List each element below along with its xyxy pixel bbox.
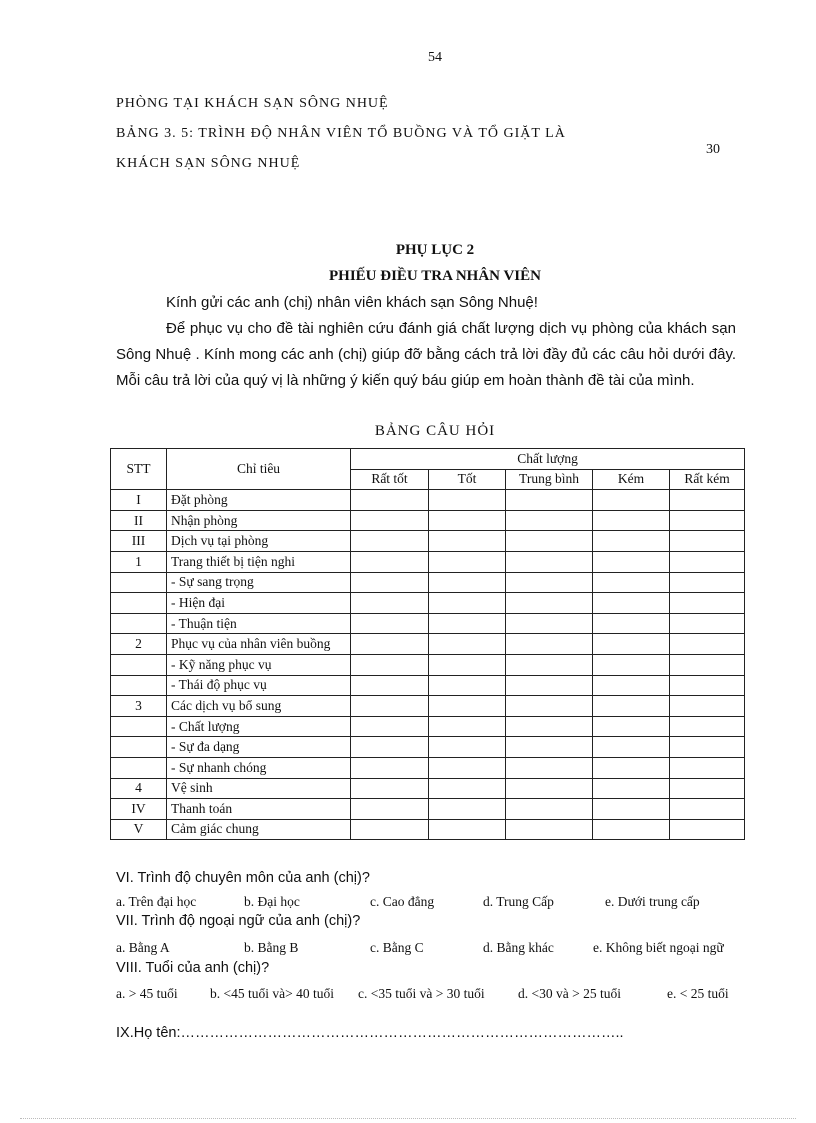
table-row (111, 613, 745, 634)
rating-cell[interactable] (670, 737, 745, 758)
header-quality: Chất lượng (351, 449, 745, 470)
row-criteria: - Sự đa dạng (167, 737, 351, 758)
rating-cell[interactable] (429, 613, 506, 634)
row-stt (111, 675, 167, 696)
row-criteria: Phục vụ của nhân viên buồng (167, 634, 351, 655)
rating-cell[interactable] (593, 778, 670, 799)
option[interactable]: b. <45 tuổi và> 40 tuổi (210, 986, 334, 1001)
row-stt: 2 (111, 634, 167, 655)
option[interactable]: d. Bằng khác (483, 940, 554, 955)
rating-cell[interactable] (506, 696, 593, 717)
row-criteria: - Sự nhanh chóng (167, 757, 351, 778)
option[interactable]: b. Đại học (244, 894, 300, 909)
rating-cell[interactable] (506, 716, 593, 737)
row-criteria: - Thuận tiện (167, 613, 351, 634)
table-row (111, 593, 745, 614)
rating-cell[interactable] (670, 696, 745, 717)
row-stt (111, 654, 167, 675)
rating-cell[interactable] (593, 819, 670, 840)
row-criteria: Đặt phòng (167, 490, 351, 511)
header-criteria: Chỉ tiêu (167, 449, 351, 490)
table-row (111, 757, 745, 778)
rating-cell[interactable] (670, 799, 745, 820)
rating-cell[interactable] (351, 572, 429, 593)
rating-cell[interactable] (593, 572, 670, 593)
table-row (111, 551, 745, 572)
name-field[interactable]: IX.Họ tên:……………………………………………………………………………….. (116, 1025, 624, 1041)
option[interactable]: a. > 45 tuổi (116, 986, 178, 1001)
question-6-options (0, 894, 816, 914)
row-criteria: Trang thiết bị tiện nghi (167, 551, 351, 572)
rating-cell[interactable] (593, 799, 670, 820)
rating-cell[interactable] (670, 613, 745, 634)
rating-cell[interactable] (506, 490, 593, 511)
rating-cell[interactable] (429, 757, 506, 778)
rating-cell[interactable] (670, 572, 745, 593)
rating-cell[interactable] (506, 778, 593, 799)
rating-cell[interactable] (429, 675, 506, 696)
row-criteria: Các dịch vụ bổ sung (167, 696, 351, 717)
rating-cell[interactable] (429, 778, 506, 799)
header-rating: Rất kém (670, 469, 745, 490)
row-criteria: Dịch vụ tại phòng (167, 531, 351, 552)
table-row (111, 799, 745, 820)
table-row (111, 819, 745, 840)
rating-cell[interactable] (506, 613, 593, 634)
toc-line-2: BẢNG 3. 5: TRÌNH ĐỘ NHÂN VIÊN TỔ BUỒNG VÀ TỔ GIẶT LÀ (116, 126, 566, 141)
rating-cell[interactable] (670, 716, 745, 737)
table-row (111, 490, 745, 511)
rating-cell[interactable] (670, 675, 745, 696)
row-stt: III (111, 531, 167, 552)
rating-cell[interactable] (670, 778, 745, 799)
option[interactable]: b. Bằng B (244, 940, 299, 955)
row-criteria: Nhận phòng (167, 510, 351, 531)
row-criteria: - Chất lượng (167, 716, 351, 737)
header-rating: Rất tốt (351, 469, 429, 490)
option[interactable]: c. <35 tuổi và > 30 tuổi (358, 986, 485, 1001)
rating-cell[interactable] (506, 593, 593, 614)
rating-cell[interactable] (593, 716, 670, 737)
rating-cell[interactable] (506, 531, 593, 552)
table-row (111, 654, 745, 675)
page-number: 54 (428, 50, 442, 65)
option[interactable]: a. Bằng A (116, 940, 170, 955)
toc-line-3: KHÁCH SẠN SÔNG NHUỆ (116, 156, 301, 171)
question-8-options (0, 986, 816, 1006)
rating-cell[interactable] (670, 531, 745, 552)
rating-cell[interactable] (351, 675, 429, 696)
rating-cell[interactable] (506, 799, 593, 820)
table-row (111, 675, 745, 696)
option[interactable]: e. Không biết ngoại ngữ (593, 940, 724, 955)
question-7: VII. Trình độ ngoại ngữ của anh (chị)? (116, 913, 361, 929)
rating-cell[interactable] (593, 675, 670, 696)
row-stt: II (111, 510, 167, 531)
rating-cell[interactable] (670, 593, 745, 614)
rating-cell[interactable] (670, 510, 745, 531)
table-row (111, 531, 745, 552)
rating-cell[interactable] (670, 634, 745, 655)
table-row (111, 696, 745, 717)
row-criteria: - Kỹ năng phục vụ (167, 654, 351, 675)
option[interactable]: c. Bằng C (370, 940, 424, 955)
row-stt (111, 613, 167, 634)
rating-cell[interactable] (351, 490, 429, 511)
rating-cell[interactable] (429, 819, 506, 840)
intro-paragraph: Để phục vụ cho đề tài nghiên cứu đánh giá chất lượng dịch vụ phòng của khách sạn Sông Nhuệ . Kính mong các anh (chị) giúp đỡ bằng cách trả lời đầy đủ các câu hỏi dưới đây. Mỗi câu trả lời của quý vị là những ý kiến quý báu giúp em hoàn thành đề tài của mình. (116, 320, 736, 389)
question-6: VI. Trình độ chuyên môn của anh (chị)? (116, 870, 370, 886)
row-criteria: - Sự sang trọng (167, 572, 351, 593)
option[interactable]: c. Cao đẳng (370, 894, 435, 909)
rating-cell[interactable] (506, 675, 593, 696)
question-8: VIII. Tuổi của anh (chị)? (116, 960, 270, 976)
row-stt: V (111, 819, 167, 840)
option[interactable]: d. Trung Cấp (483, 894, 554, 909)
table-title: BẢNG CÂU HỎI (374, 423, 496, 439)
rating-cell[interactable] (351, 613, 429, 634)
rating-cell[interactable] (351, 593, 429, 614)
rating-cell[interactable] (670, 490, 745, 511)
appendix-title: PHỤ LỤC 2 (395, 242, 475, 258)
header-rating: Trung bình (506, 469, 593, 490)
rating-cell[interactable] (351, 531, 429, 552)
row-criteria: - Thái độ phục vụ (167, 675, 351, 696)
toc-page-ref: 30 (706, 142, 720, 157)
rating-cell[interactable] (351, 634, 429, 655)
table-row (111, 737, 745, 758)
row-stt: 4 (111, 778, 167, 799)
header-rating: Kém (593, 469, 670, 490)
rating-cell[interactable] (506, 654, 593, 675)
rating-cell[interactable] (506, 757, 593, 778)
rating-cell[interactable] (429, 799, 506, 820)
rating-cell[interactable] (670, 551, 745, 572)
rating-cell[interactable] (593, 757, 670, 778)
row-stt (111, 757, 167, 778)
rating-cell[interactable] (506, 510, 593, 531)
table-row (111, 778, 745, 799)
rating-cell[interactable] (429, 572, 506, 593)
rating-cell[interactable] (429, 737, 506, 758)
row-stt: 3 (111, 696, 167, 717)
rating-cell[interactable] (506, 634, 593, 655)
row-stt (111, 572, 167, 593)
rating-cell[interactable] (429, 593, 506, 614)
rating-cell[interactable] (429, 716, 506, 737)
rating-cell[interactable] (429, 510, 506, 531)
row-criteria: Thanh toán (167, 799, 351, 820)
rating-cell[interactable] (593, 510, 670, 531)
rating-cell[interactable] (351, 757, 429, 778)
rating-cell[interactable] (351, 737, 429, 758)
row-stt: IV (111, 799, 167, 820)
rating-cell[interactable] (429, 634, 506, 655)
row-criteria: - Hiện đại (167, 593, 351, 614)
rating-cell[interactable] (429, 531, 506, 552)
rating-cell[interactable] (506, 819, 593, 840)
rating-cell[interactable] (593, 531, 670, 552)
row-stt (111, 593, 167, 614)
questionnaire-table (110, 448, 745, 840)
rating-cell[interactable] (351, 510, 429, 531)
rating-cell[interactable] (593, 593, 670, 614)
row-stt (111, 737, 167, 758)
question-7-options (0, 940, 816, 960)
option[interactable]: e. < 25 tuổi (667, 986, 729, 1001)
table-body (111, 490, 745, 840)
rating-cell[interactable] (670, 654, 745, 675)
rating-cell[interactable] (506, 572, 593, 593)
option[interactable]: d. <30 và > 25 tuổi (518, 986, 621, 1001)
table-row (111, 716, 745, 737)
rating-cell[interactable] (593, 490, 670, 511)
rating-cell[interactable] (506, 551, 593, 572)
rating-cell[interactable] (351, 819, 429, 840)
rating-cell[interactable] (670, 757, 745, 778)
appendix-subtitle: PHIẾU ĐIỀU TRA NHÂN VIÊN (329, 268, 541, 284)
table-row (111, 510, 745, 531)
rating-cell[interactable] (593, 551, 670, 572)
rating-cell[interactable] (593, 737, 670, 758)
header-rating: Tốt (429, 469, 506, 490)
table-row (111, 634, 745, 655)
page-bottom-rule (20, 1118, 796, 1119)
header-stt: STT (111, 449, 167, 490)
rating-cell[interactable] (351, 716, 429, 737)
greeting: Kính gửi các anh (chị) nhân viên khách sạn Sông Nhuệ! (166, 294, 538, 311)
rating-cell[interactable] (351, 696, 429, 717)
rating-cell[interactable] (429, 696, 506, 717)
option[interactable]: a. Trên đại học (116, 894, 197, 909)
rating-cell[interactable] (593, 613, 670, 634)
rating-cell[interactable] (429, 490, 506, 511)
toc-line-1: PHÒNG TẠI KHÁCH SẠN SÔNG NHUỆ (116, 96, 389, 111)
row-stt: 1 (111, 551, 167, 572)
rating-cell[interactable] (593, 654, 670, 675)
rating-cell[interactable] (429, 654, 506, 675)
rating-cell[interactable] (670, 819, 745, 840)
rating-cell[interactable] (506, 737, 593, 758)
row-stt (111, 716, 167, 737)
rating-cell[interactable] (429, 551, 506, 572)
row-criteria: Vệ sinh (167, 778, 351, 799)
rating-cell[interactable] (351, 654, 429, 675)
rating-cell[interactable] (593, 634, 670, 655)
rating-cell[interactable] (351, 799, 429, 820)
table-row (111, 572, 745, 593)
rating-cell[interactable] (351, 551, 429, 572)
option[interactable]: e. Dưới trung cấp (605, 894, 700, 909)
rating-cell[interactable] (351, 778, 429, 799)
rating-cell[interactable] (593, 696, 670, 717)
row-criteria: Cảm giác chung (167, 819, 351, 840)
row-stt: I (111, 490, 167, 511)
